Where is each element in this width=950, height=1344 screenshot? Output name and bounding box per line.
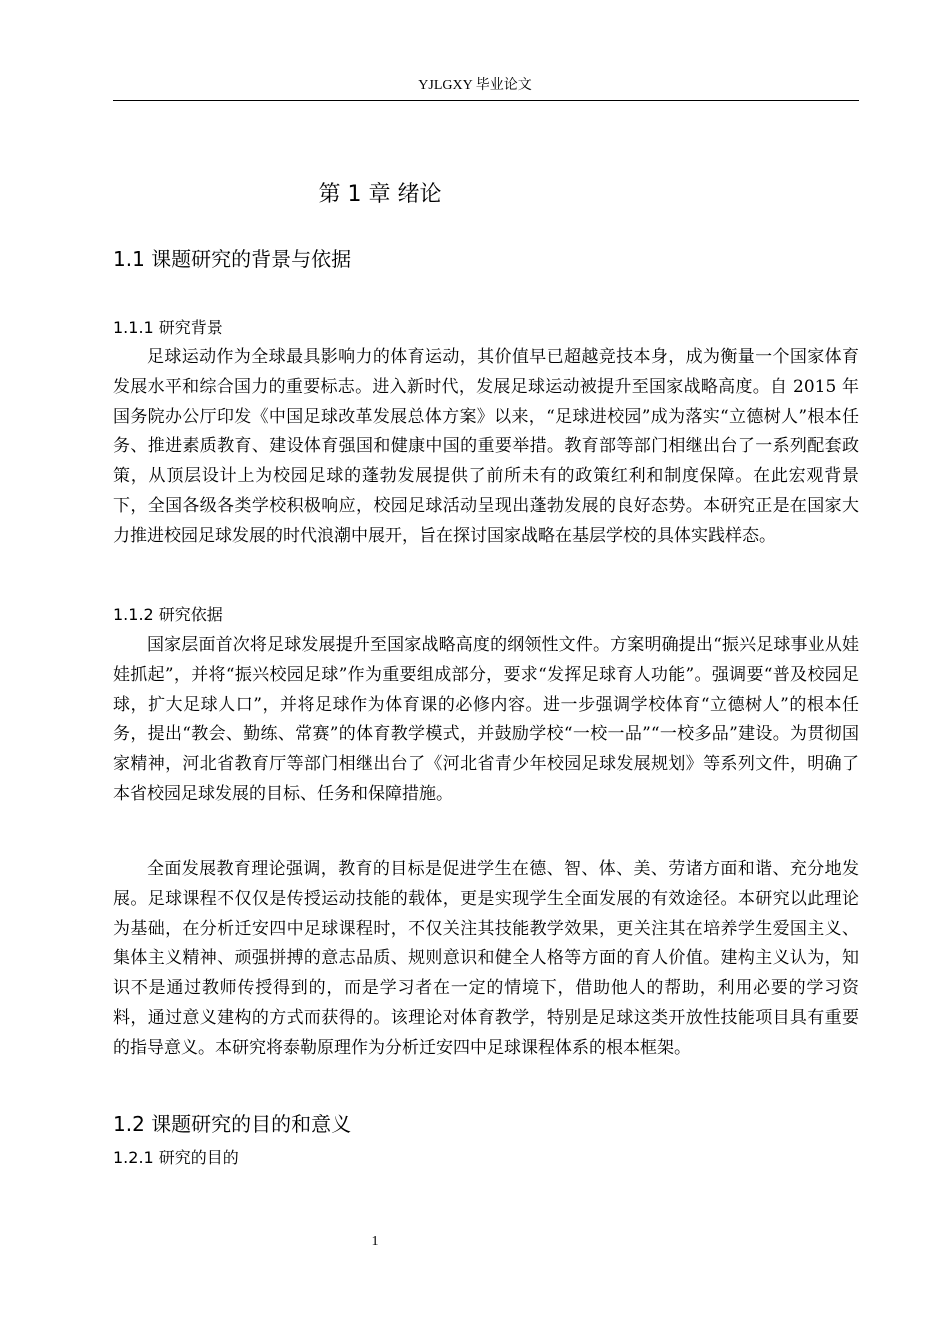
- paragraph-research-basis-2: 全面发展教育理论强调，教育的目标是促进学生在德、智、体、美、劳诸方面和谐、充分地发展。足球课程不仅仅是传授运动技能的载体，更是实现学生全面发展的有效途径。本研究以此理论为基础，在分析迁安四中足球课程时，不仅关注其技能教学效果，更关注其在培养学生爱国主义、集体主义精神、顽强拼搏的意志品质、规则意识和健全人格等方面的育人价值。建构主义认为，知识不是通过教师传授得到的，而是学习者在一定的情境下，借助他人的帮助，利用必要的学习资料，通过意义建构的方式而获得的。该理论对体育教学，特别是足球这类开放性技能项目具有重要的指导意义。本研究将泰勒原理作为分析迁安四中足球课程体系的根本框架。: [113, 859, 859, 1058]
- section-heading-1-2: 1.2 课题研究的目的和意义: [113, 1112, 352, 1136]
- subsection-heading-1-1-2: 1.1.2 研究依据: [113, 605, 223, 624]
- subsection-heading-1-2-1: 1.2.1 研究的目的: [113, 1148, 239, 1167]
- subsection-heading-1-1-1: 1.1.1 研究背景: [113, 318, 223, 337]
- section-heading-1-1: 1.1 课题研究的背景与依据: [113, 247, 352, 271]
- paragraph-research-basis-1: 国家层面首次将足球发展提升至国家战略高度的纲领性文件。方案明确提出“振兴足球事业从娃娃抓起”，并将“振兴校园足球”作为重要组成部分，要求“发挥足球育人功能”。强调要“普及校园足球，扩大足球人口”，并将足球作为体育课的必修内容。进一步强调学校体育“立德树人”的根本任务，提出“教会、勤练、常赛”的体育教学模式，并鼓励学校“一校一品”“一校多品”建设。为贯彻国家精神，河北省教育厅等部门相继出台了《河北省青少年校园足球发展规划》等系列文件，明确了本省校园足球发展的目标、任务和保障措施。: [113, 635, 859, 804]
- page-header: YJLGXY 毕业论文: [418, 78, 532, 93]
- page-number: 1: [371, 1234, 379, 1249]
- paragraph-research-background: 足球运动作为全球最具影响力的体育运动，其价值早已超越竞技本身，成为衡量一个国家体育发展水平和综合国力的重要标志。进入新时代，发展足球运动被提升至国家战略高度。自 2015 年国务院办公厅印发《中国足球改革发展总体方案》以来，“足球进校园”成为落实“立德树人”根本任务、推进素质教育、建设体育强国和健康中国的重要举措。教育部等部门相继出台了一系列配套政策，从顶层设计上为校园足球的蓬勃发展提供了前所未有的政策红利和制度保障。在此宏观背景下，全国各级各类学校积极响应，校园足球活动呈现出蓬勃发展的良好态势。本研究正是在国家大力推进校园足球发展的时代浪潮中展开，旨在探讨国家战略在基层学校的具体实践样态。: [113, 347, 859, 546]
- chapter-title: 第 1 章 绪论: [318, 182, 442, 207]
- header-divider: [113, 100, 859, 101]
